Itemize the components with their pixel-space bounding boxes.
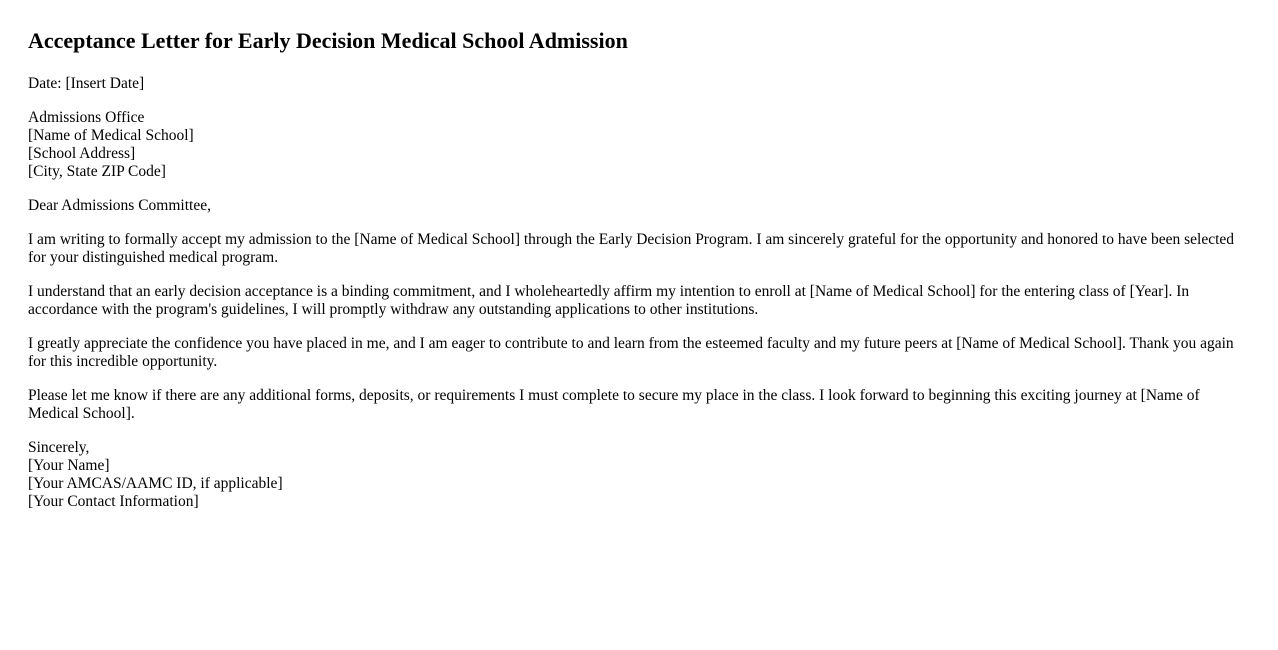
recipient-line: [School Address]	[28, 145, 136, 162]
recipient-address	[28, 109, 1250, 181]
letter-title: Acceptance Letter for Early Decision Medical School Admission	[28, 28, 628, 53]
body-paragraph: I understand that an early decision acceptance is a binding commitment, and I wholeheartedly affirm my intention to enroll at [Name of Medical School] for the entering class of [Year]. In accordance with the program's guidelines, I will promptly withdraw any outstanding applications to other institutions.	[28, 283, 1190, 318]
signature-name: [Your Name]	[28, 457, 110, 474]
recipient-line: [Name of Medical School]	[28, 127, 194, 144]
signature-id: [Your AMCAS/AAMC ID, if applicable]	[28, 475, 283, 492]
signature-contact: [Your Contact Information]	[28, 493, 199, 510]
body-paragraph: I am writing to formally accept my admission to the [Name of Medical School] through the Early Decision Program. I am sincerely grateful for the opportunity and honored to have been selected for your distinguished medical program.	[28, 231, 1235, 266]
body-paragraph: I greatly appreciate the confidence you have placed in me, and I am eager to contribute to and learn from the esteemed faculty and my future peers at [Name of Medical School]. Thank you again for this incredible opportunity.	[28, 335, 1234, 370]
recipient-line: Admissions Office	[28, 109, 145, 126]
letter-date: Date: [Insert Date]	[28, 75, 145, 92]
recipient-line: [City, State ZIP Code]	[28, 163, 166, 180]
body-paragraph: Please let me know if there are any additional forms, deposits, or requirements I must complete to secure my place in the class. I look forward to beginning this exciting journey at [Name of Medical School].	[28, 387, 1200, 422]
salutation: Dear Admissions Committee,	[28, 197, 211, 214]
closing-block	[28, 439, 1250, 511]
closing-line: Sincerely,	[28, 439, 90, 456]
